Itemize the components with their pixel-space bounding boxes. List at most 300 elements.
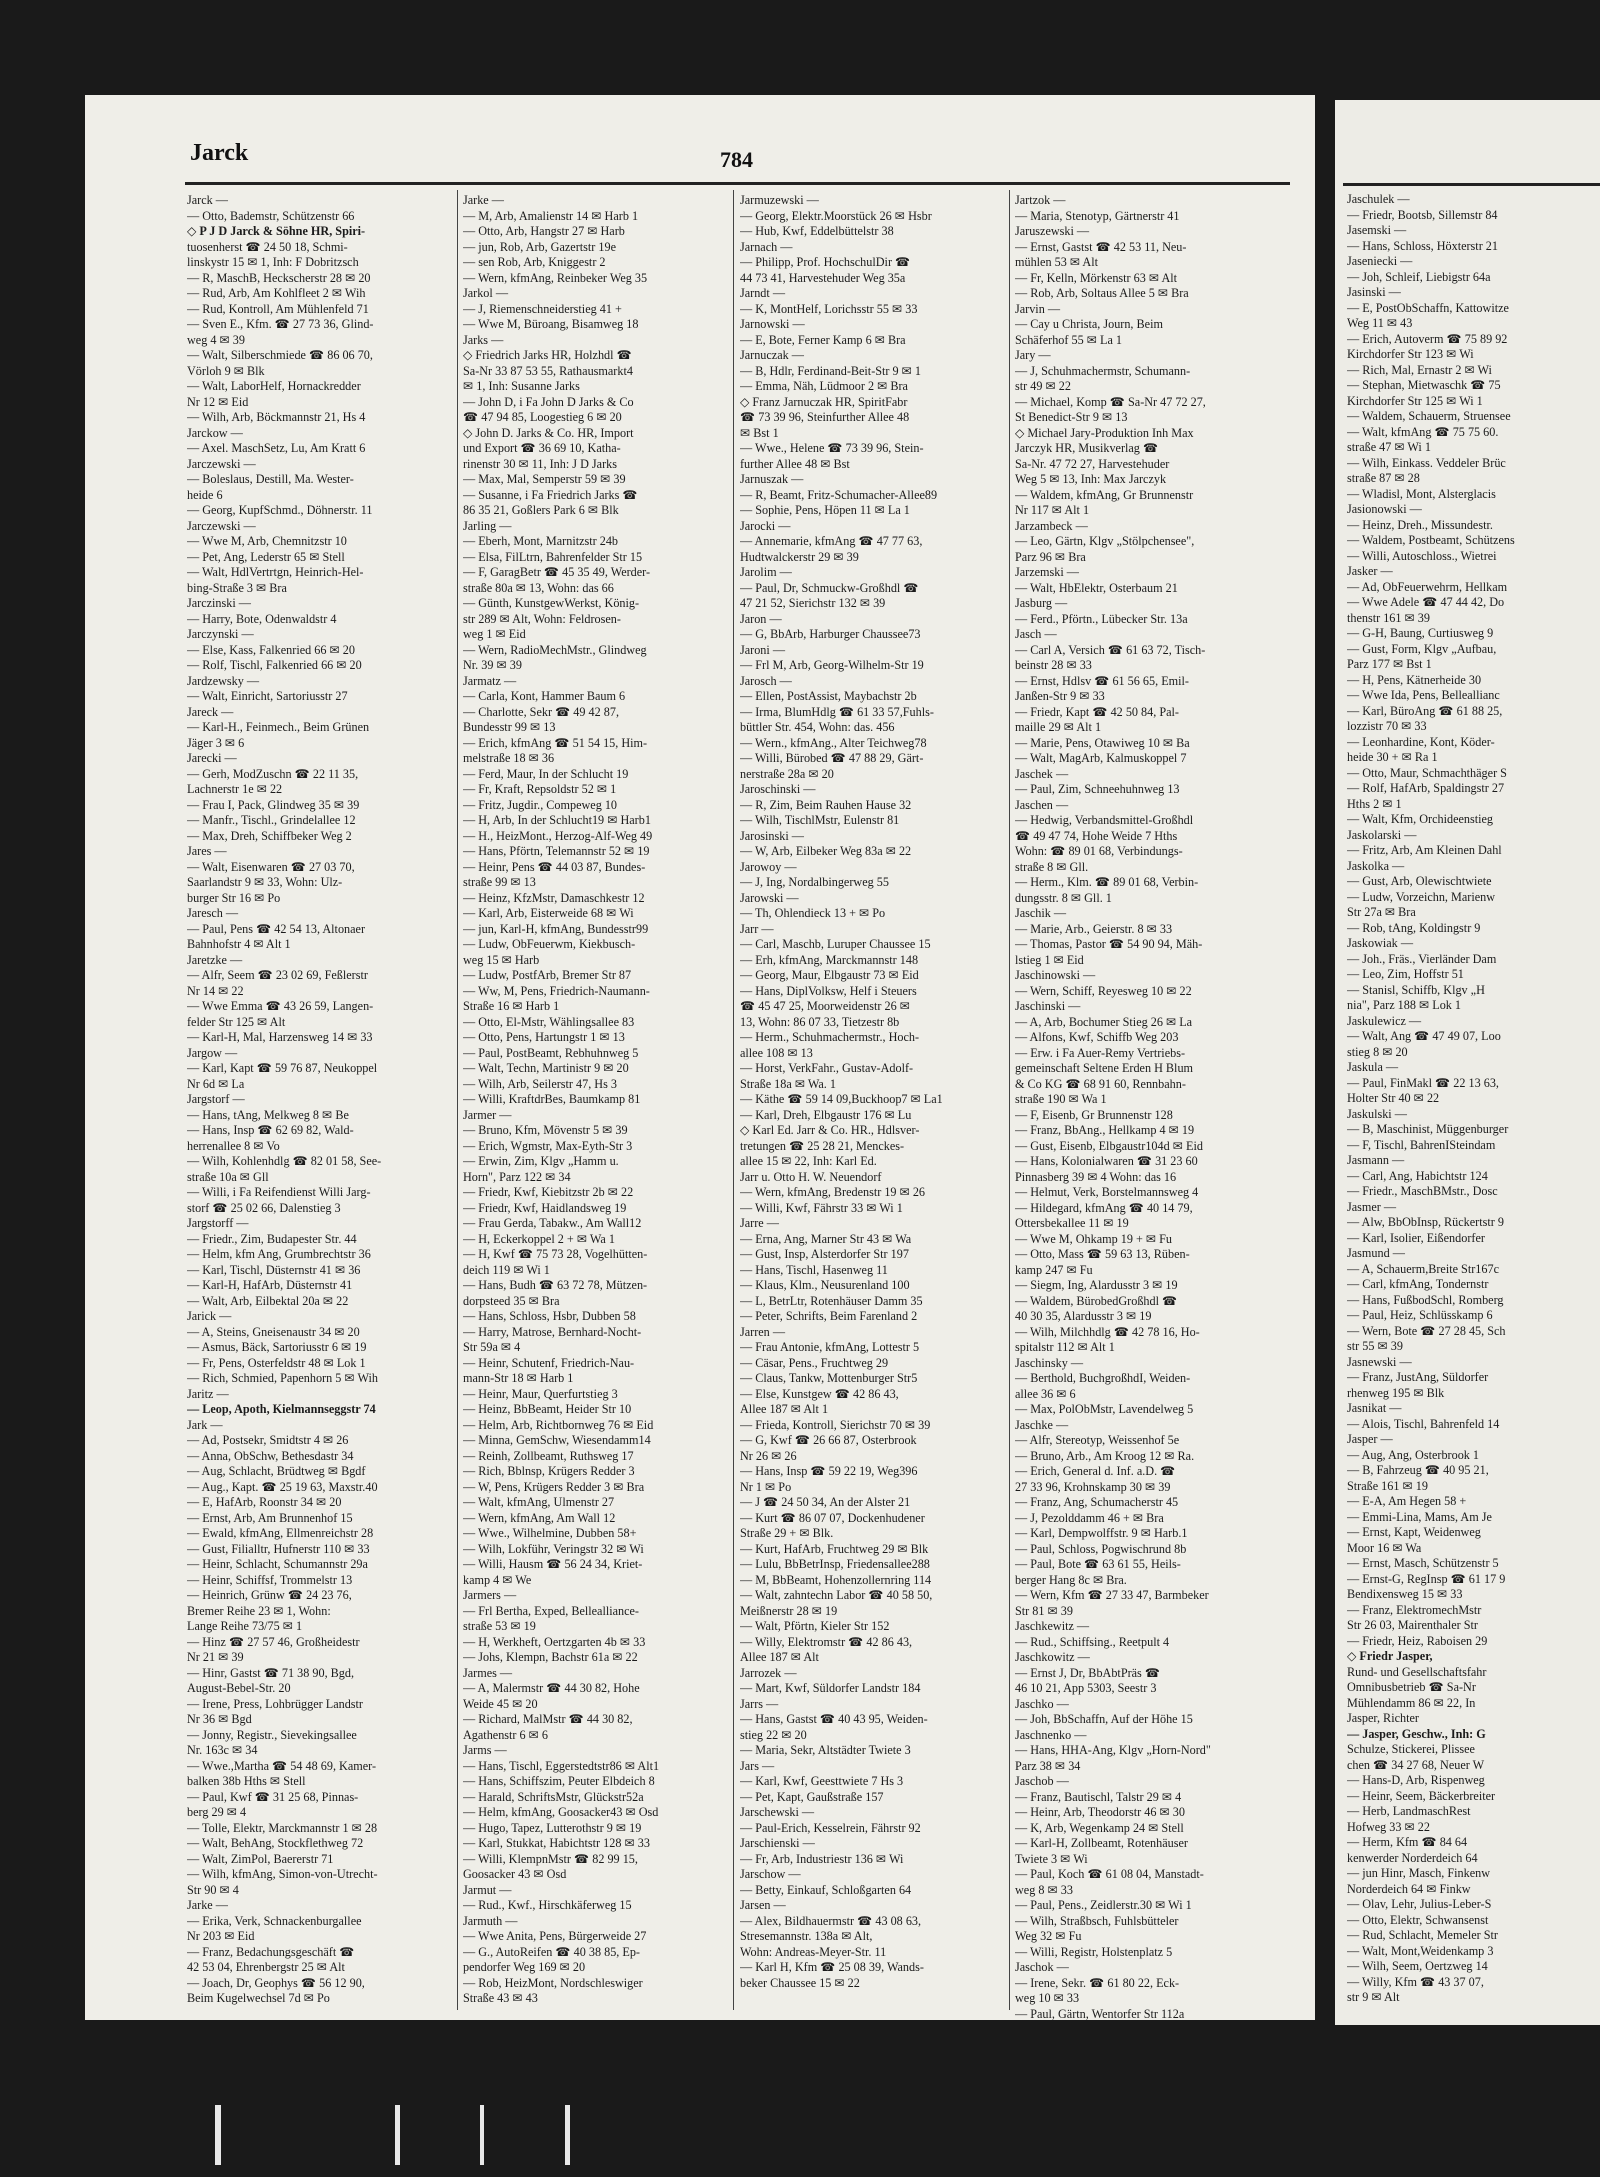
directory-entry: — Paul, Heiz, Schlüsskamp 6 <box>1347 1308 1493 1322</box>
directory-entry: Sa-Nr. 47 72 27, Harvestehuder <box>1015 456 1170 471</box>
directory-entry: — Hinz ☎ 27 57 46, Großheidestr <box>187 1634 360 1649</box>
directory-entry: — Otto, Arb, Hangstr 27 ✉ Harb <box>463 224 625 238</box>
directory-entry: Agathenstr 6 ✉ 6 <box>463 1727 549 1742</box>
directory-entry: — Carl A, Versich ☎ 61 63 72, Tisch- <box>1015 642 1206 657</box>
directory-entry: Pinnasberg 39 ✉ 4 Wohn: das 16 <box>1015 1169 1177 1184</box>
directory-entry: — Gust, Eisenb, Elbgaustr104d ✉ Eid <box>1015 1138 1203 1153</box>
directory-entry: — Rich, Schmied, Papenhorn 5 ✉ Wih <box>187 1371 378 1385</box>
directory-entry: — B, Hdlr, Ferdinand-Beit-Str 9 ✉ 1 <box>740 363 922 378</box>
directory-entry: Jaschok — <box>1015 1960 1069 1974</box>
directory-entry: — Willi, KlempnMstr ☎ 82 99 15, <box>463 1851 638 1866</box>
directory-entry: — Alex, Bildhauermstr ☎ 43 08 63, <box>740 1913 922 1928</box>
directory-entry: — Harald, SchriftsMstr, Glückstr52a <box>463 1789 644 1804</box>
directory-entry: Jargow — <box>187 1045 238 1060</box>
directory-entry: Goosacker 43 ✉ Osd <box>463 1867 567 1881</box>
directory-entry: Jarling — <box>463 518 512 533</box>
directory-entry: — Otto, Maur, Schmachthäger S <box>1347 765 1507 780</box>
directory-entry: Nr 14 ✉ 22 <box>187 983 244 998</box>
header-rule <box>1343 183 1600 186</box>
directory-entry: 42 53 04, Ehrenbergstr 25 ✉ Alt <box>187 1960 345 1974</box>
directory-entry: — jun, Karl-H, kfmAng, Bundesstr99 <box>463 921 649 936</box>
directory-entry: Str 90 ✉ 4 <box>187 1882 239 1897</box>
directory-entry: — Walt, HdlVertrtgn, Heinrich-Hel- <box>187 565 364 579</box>
directory-entry: Jaruszewski — <box>1015 224 1090 238</box>
directory-column-right <box>1347 192 1600 2006</box>
directory-entry: — F, Tischl, BahrenISteindam <box>1347 1137 1496 1152</box>
directory-entry: Jarre — <box>740 1216 779 1230</box>
directory-entry: — Hans, Gastst ☎ 40 43 95, Weiden- <box>740 1712 928 1726</box>
directory-entry: Jaresch — <box>187 906 239 920</box>
film-mark <box>215 2105 221 2165</box>
directory-entry: — Wwe., Wilhelmine, Dubben 58+ <box>463 1526 637 1540</box>
directory-entry: burger Str 16 ✉ Po <box>187 890 281 905</box>
directory-entry: Jarmer — <box>463 1107 512 1122</box>
directory-entry: — Hub, Kwf, Eddelbüttelstr 38 <box>740 224 894 238</box>
directory-entry: Str 81 ✉ 39 <box>1015 1603 1073 1618</box>
directory-entry: — Otto, Elektr, Schwansenst <box>1347 1912 1489 1927</box>
directory-entry: — Hildegard, kfmAng ☎ 40 14 79, <box>1015 1200 1193 1215</box>
directory-entry: — Rud., Kwf., Hirschkäferweg 15 <box>463 1898 632 1912</box>
directory-entry: — Walt, kfmAng, Ulmenstr 27 <box>463 1495 615 1509</box>
directory-entry: — Joh, BbSchaffn, Auf der Höhe 15 <box>1015 1712 1193 1726</box>
directory-entry: Schäferhof 55 ✉ La 1 <box>1015 332 1122 347</box>
directory-entry: — Stephan, Mietwaschk ☎ 75 <box>1347 378 1501 392</box>
directory-entry: Jarvin — <box>1015 301 1061 316</box>
directory-entry: — Rob, Arb, Soltaus Allee 5 ✉ Bra <box>1015 286 1189 300</box>
directory-entry: allee 108 ✉ 13 <box>740 1045 813 1060</box>
directory-entry: — J ☎ 24 50 34, An der Alster 21 <box>740 1495 911 1509</box>
directory-entry: — Hans, Schiffszim, Peuter Elbdeich 8 <box>463 1774 655 1788</box>
directory-entry: — A, Malermstr ☎ 44 30 82, Hohe <box>463 1681 640 1695</box>
directory-entry: — Wwe Anita, Pens, Bürgerweide 27 <box>463 1929 647 1943</box>
directory-entry: Jary — <box>1015 348 1051 362</box>
directory-entry: — Max, Mal, Semperstr 59 ✉ 39 <box>463 472 626 486</box>
directory-entry: — Else, Kunstgew ☎ 42 86 43, <box>740 1386 899 1401</box>
directory-entry: — Anna, ObSchw, Bethesdastr 34 <box>187 1448 354 1463</box>
directory-entry: beker Chaussee 15 ✉ 22 <box>740 1975 860 1990</box>
directory-entry: Jaschnenko — <box>1015 1727 1087 1742</box>
directory-entry: Jarnowski — <box>740 317 805 331</box>
directory-entry: — Helm, kfmAng, Goosacker43 ✉ Osd <box>463 1805 659 1819</box>
directory-entry: 44 73 41, Harvestehuder Weg 35a <box>740 270 906 285</box>
directory-entry: Mühlendamm 86 ✉ 22, In <box>1347 1695 1476 1710</box>
directory-entry: Jarosinski — <box>740 828 804 843</box>
directory-entry: ☎ 49 47 74, Hohe Weide 7 Hths <box>1015 828 1178 843</box>
directory-entry: — Paul, Zim, Schneehuhnweg 13 <box>1015 782 1180 796</box>
directory-entry: — Rob, tAng, Koldingstr 9 <box>1347 920 1481 935</box>
directory-entry: — Claus, Tankw, Mottenburger Str5 <box>740 1371 918 1385</box>
directory-entry: ◇ Friedr Jasper, <box>1347 1649 1433 1663</box>
directory-entry: Jarrozek — <box>740 1665 797 1680</box>
directory-entry: Jaschko — <box>1015 1696 1069 1711</box>
directory-entry: — Manfr., Tischl., Grindelallee 12 <box>187 813 356 827</box>
directory-entry: ☎ 73 39 96, Steinfurther Allee 48 <box>740 410 910 424</box>
directory-entry: Jasburg — <box>1015 596 1068 610</box>
directory-entry: — Hans, FußbodSchl, Romberg <box>1347 1292 1504 1307</box>
directory-entry: — Paul, Dr, Schmuckw-Großhdl ☎ <box>740 580 919 595</box>
directory-entry: Jarolim — <box>740 565 792 579</box>
directory-entry: — A, Steins, Gneisenaustr 34 ✉ 20 <box>187 1324 360 1339</box>
directory-entry: — Erh, kfmAng, Marckmannstr 148 <box>740 952 919 967</box>
directory-entry: Hofweg 33 ✉ 22 <box>1347 1819 1430 1834</box>
directory-entry: — Waldem, Schauerm, Struensee <box>1347 409 1511 423</box>
directory-entry: — Wilh, kfmAng, Simon-von-Utrecht- <box>187 1867 378 1881</box>
directory-entry: — Stanisl, Schiffb, Klgv „H <box>1347 982 1485 997</box>
directory-entry: straße 80a ✉ 13, Wohn: das 66 <box>463 580 614 595</box>
directory-entry: — Irene, Sekr. ☎ 61 80 22, Eck- <box>1015 1975 1180 1990</box>
directory-entry: — Reinh, Zollbeamt, Ruthsweg 17 <box>463 1448 634 1463</box>
directory-entry: — Willi, Autoschloss., Wietrei <box>1347 548 1497 563</box>
directory-entry: — Erich, Wgmstr, Max-Eyth-Str 3 <box>463 1138 633 1153</box>
directory-entry: Straße 18a ✉ Wa. 1 <box>740 1076 836 1091</box>
directory-entry: — Fritz, Jugdir., Compeweg 10 <box>463 797 618 812</box>
directory-entry: — Fr, Arb, Industriestr 136 ✉ Wi <box>740 1851 904 1866</box>
directory-entry: — Wern, kfmAng, Am Wall 12 <box>463 1510 616 1525</box>
directory-entry: — Joh., Fräs., Vierländer Dam <box>1347 951 1497 966</box>
directory-entry: heide 30 + ✉ Ra 1 <box>1347 750 1438 764</box>
directory-entry: weg 10 ✉ 33 <box>1015 1991 1080 2005</box>
directory-entry: Jaschulek — <box>1347 192 1410 206</box>
directory-entry: — Ellen, PostAssist, Maybachstr 2b <box>740 689 917 703</box>
directory-entry: August-Bebel-Str. 20 <box>187 1681 291 1695</box>
directory-entry: — E, HafArb, Roonstr 34 ✉ 20 <box>187 1495 342 1509</box>
directory-entry: Jaroni — <box>740 642 786 657</box>
directory-entry: — Herm, Kfm ☎ 84 64 <box>1347 1835 1468 1849</box>
directory-entry: — Günth, KunstgewWerkst, König- <box>463 596 640 610</box>
directory-entry: — Pet, Kapt, Gaußstraße 157 <box>740 1789 884 1804</box>
directory-entry: Jasnikat — <box>1347 1401 1402 1415</box>
directory-entry: — Charlotte, Sekr ☎ 49 42 87, <box>463 704 619 719</box>
directory-entry: — E, PostObSchaffn, Kattowitze <box>1347 300 1509 315</box>
directory-entry: — Marie, Pens, Otawiweg 10 ✉ Ba <box>1015 735 1190 750</box>
directory-entry: — Wwe M, Ohkamp 19 + ✉ Fu <box>1015 1231 1173 1246</box>
directory-entry: — Walt, Einricht, Sartoriusstr 27 <box>187 689 348 703</box>
film-mark <box>565 2105 570 2165</box>
directory-entry: — J, Pezolddamm 46 + ✉ Bra <box>1015 1510 1164 1525</box>
directory-entry: stieg 22 ✉ 20 <box>740 1727 807 1742</box>
directory-entry: — Bruno, Kfm, Mövenstr 5 ✉ 39 <box>463 1123 628 1137</box>
directory-entry: — R, MaschB, Heckscherstr 28 ✉ 20 <box>187 270 371 285</box>
directory-entry: — R, Zim, Beim Rauhen Hause 32 <box>740 797 912 812</box>
directory-entry: — Heinz, BbBeamt, Heider Str 10 <box>463 1402 632 1416</box>
directory-entry: straße 8 ✉ Gll. <box>1015 859 1089 874</box>
directory-entry: — Walt, Mont,Weidenkamp 3 <box>1347 1943 1494 1958</box>
directory-entry: — Erwin, Zim, Klgv „Hamm u. <box>463 1154 619 1168</box>
directory-entry: chen ☎ 34 27 68, Neuer W <box>1347 1757 1485 1772</box>
directory-entry: Nr 6d ✉ La <box>187 1076 245 1091</box>
directory-entry: — A, Schauerm,Breite Str167c <box>1347 1261 1499 1276</box>
directory-entry: — Karl-H, HafArb, Düsternstr 41 <box>187 1278 353 1292</box>
directory-entry: Twiete 3 ✉ Wi <box>1015 1851 1088 1866</box>
directory-entry: Jaritz — <box>187 1386 229 1401</box>
directory-entry: — Kurt ☎ 86 07 07, Dockenhudener <box>740 1510 925 1525</box>
directory-entry: — Walt, MagArb, Kalmuskoppel 7 <box>1015 751 1187 765</box>
directory-entry: Saarlandstr 9 ✉ 33, Wohn: Ulz- <box>187 875 343 889</box>
directory-entry: Jasper — <box>1347 1432 1393 1446</box>
directory-entry: Parz 177 ✉ Bst 1 <box>1347 657 1432 671</box>
directory-entry: — Aug, Ang, Osterbrook 1 <box>1347 1447 1480 1462</box>
directory-entry: — Walt, Kfm, Orchideenstieg <box>1347 812 1494 826</box>
column-divider <box>457 190 458 2010</box>
directory-entry: — Wladisl, Mont, Alsterglacis <box>1347 486 1496 501</box>
directory-entry: ☎ 47 94 85, Loogestieg 6 ✉ 20 <box>463 410 622 424</box>
directory-entry: — Wilh, Lokführ, Veringstr 32 ✉ Wi <box>463 1541 644 1556</box>
directory-entry: — Max, Dreh, Schiffbeker Weg 2 <box>187 828 352 843</box>
directory-entry: — H, Kwf ☎ 75 73 28, Vogelhütten- <box>463 1247 648 1261</box>
directory-entry: — Walt, Arb, Eilbektal 20a ✉ 22 <box>187 1293 349 1308</box>
directory-entry: Nr. 163c ✉ 34 <box>187 1743 258 1757</box>
directory-entry: — Ewald, kfmAng, Ellmenreichstr 28 <box>187 1526 374 1540</box>
directory-entry: — Frl M, Arb, Georg-Wilhelm-Str 19 <box>740 658 924 672</box>
directory-entry: — Alw, BbObInsp, Rückertstr 9 <box>1347 1215 1504 1229</box>
directory-entry: — Georg, KupfSchmd., Döhnerstr. 11 <box>187 503 373 517</box>
directory-entry: — Annemarie, kfmAng ☎ 47 77 63, <box>740 534 923 548</box>
directory-entry: weg 4 ✉ 39 <box>187 332 245 347</box>
directory-entry: — Hans, Insp ☎ 59 22 19, Weg396 <box>740 1464 918 1478</box>
directory-entry: Jasper, Richter <box>1347 1711 1419 1725</box>
directory-entry: — Karl, Isolier, Eißendorfer <box>1347 1230 1485 1245</box>
directory-entry: Jaschek — <box>1015 766 1069 781</box>
directory-entry: Rund- und Gesellschaftsfahr <box>1347 1664 1487 1679</box>
directory-entry: Allee 187 ✉ Alt 1 <box>740 1402 829 1416</box>
directory-entry: — Jonny, Registr., Sievekingsallee <box>187 1727 357 1742</box>
directory-entry: 27 33 96, Krohnskamp 30 ✉ 39 <box>1015 1479 1171 1494</box>
column-divider <box>1009 190 1010 2010</box>
directory-entry: — Rich, Bblnsp, Krügers Redder 3 <box>463 1464 635 1478</box>
directory-entry: — Wern, Schiff, Reyesweg 10 ✉ 22 <box>1015 983 1192 998</box>
directory-entry: — Wern, Kfm ☎ 27 33 47, Barmbeker <box>1015 1588 1209 1602</box>
directory-entry: — Joach, Dr, Geophys ☎ 56 12 90, <box>187 1975 365 1990</box>
directory-entry: — Paul, FinMakl ☎ 22 13 63, <box>1347 1075 1499 1090</box>
directory-entry: — Leo, Gärtn, Klgv „Stölpchensee", <box>1015 534 1195 548</box>
directory-entry: Jarckow — <box>187 425 243 440</box>
directory-entry: — Friedr, Kwf, Haidlandsweg 19 <box>463 1200 627 1215</box>
directory-entry: — Lulu, BbBetrInsp, Friedensallee288 <box>740 1557 930 1571</box>
directory-entry: — Horst, VerkFahr., Gustav-Adolf- <box>740 1061 914 1075</box>
directory-entry: Hudtwalckerstr 29 ✉ 39 <box>740 549 859 564</box>
directory-entry: Jarmers — <box>463 1588 517 1602</box>
directory-entry: Jarczynski — <box>187 627 254 641</box>
directory-entry: Jarrs — <box>740 1696 779 1711</box>
directory-entry: stieg 8 ✉ 20 <box>1347 1044 1408 1059</box>
directory-entry: thenstr 161 ✉ 39 <box>1347 610 1430 625</box>
directory-entry: weg 1 ✉ Eid <box>463 627 526 641</box>
directory-entry: pendorfer Weg 169 ✉ 20 <box>463 1960 586 1974</box>
directory-entry: — Hans, Schloss, Höxterstr 21 <box>1347 238 1498 253</box>
directory-entry: — Paul-Erich, Kesselrein, Fährstr 92 <box>740 1820 921 1835</box>
directory-entry: kamp 247 ✉ Fu <box>1015 1262 1093 1277</box>
directory-entry: — Käthe ☎ 59 14 09,Buckhoop7 ✉ La1 <box>740 1092 943 1106</box>
directory-entry: — Erich, General d. Inf. a.D. ☎ <box>1015 1464 1176 1478</box>
directory-entry: — Carl, Maschb, Luruper Chaussee 15 <box>740 937 931 951</box>
directory-entry: Jarschow — <box>740 1867 801 1881</box>
directory-entry: 40 30 35, Alardusstr 3 ✉ 19 <box>1015 1309 1152 1323</box>
directory-entry: — Georg, Maur, Elbgaustr 73 ✉ Eid <box>740 968 919 982</box>
directory-entry: Ottersbekallee 11 ✉ 19 <box>1015 1216 1129 1230</box>
directory-entry: — Karl-H, Mal, Harzensweg 14 ✉ 33 <box>187 1030 373 1044</box>
directory-entry: deich 119 ✉ Wi 1 <box>463 1262 550 1277</box>
directory-entry: weg 8 ✉ 33 <box>1015 1882 1073 1897</box>
directory-entry: Jasionowski — <box>1347 502 1422 516</box>
directory-entry: — Elsa, FilLtrn, Bahrenfelder Str 15 <box>463 549 643 564</box>
directory-entry: — Paul, PostBeamt, Rebhuhnweg 5 <box>463 1045 639 1060</box>
directory-entry: — Johs, Klempn, Bachstr 61a ✉ 22 <box>463 1650 638 1664</box>
directory-entry: Jaskula — <box>1347 1060 1399 1074</box>
directory-entry: — Heinr, Schiffsf, Trommelstr 13 <box>187 1572 353 1587</box>
directory-entry: — Heinrich, Grünw ☎ 24 23 76, <box>187 1588 352 1602</box>
directory-entry: — Wern, kfmAng, Reinbeker Weg 35 <box>463 270 648 285</box>
directory-entry: spitalstr 112 ✉ Alt 1 <box>1015 1340 1115 1354</box>
directory-entry: straße 47 ✉ Wi 1 <box>1347 440 1431 454</box>
directory-entry: — Alfons, Kwf, Schiffb Weg 203 <box>1015 1030 1179 1044</box>
directory-entry: — Heinz, Dreh., Missundestr. <box>1347 517 1493 532</box>
directory-entry: — Erna, Ang, Marner Str 43 ✉ Wa <box>740 1231 912 1246</box>
directory-entry: — Berthold, BuchgroßhdI, Weiden- <box>1015 1371 1191 1385</box>
directory-entry: — Willi, Bürobed ☎ 47 88 29, Gärt- <box>740 751 924 765</box>
directory-entry: — E-A, Am Hegen 58 + <box>1347 1494 1467 1508</box>
directory-entry: — Hedwig, Verbandsmittel-Großhdl <box>1015 813 1194 827</box>
directory-entry: — Erika, Verk, Schnackenburgallee <box>187 1913 362 1928</box>
directory-entry: — G, Kwf ☎ 26 66 87, Osterbrook <box>740 1433 917 1447</box>
directory-entry: Jasmer — <box>1347 1199 1397 1214</box>
directory-entry: — Heinr, Arb, Theodorstr 46 ✉ 30 <box>1015 1805 1185 1819</box>
directory-entry: kenwerder Norderdeich 64 <box>1347 1850 1478 1865</box>
directory-entry: Jaschen — <box>1015 797 1069 812</box>
directory-entry: Parz 38 ✉ 34 <box>1015 1758 1081 1773</box>
directory-entry: 86 35 21, Goßlers Park 6 ✉ Blk <box>463 503 619 517</box>
directory-entry: — Fr, Kraft, Repsoldstr 52 ✉ 1 <box>463 782 617 796</box>
directory-entry: — H, Pens, Kätnerheide 30 <box>1347 672 1482 687</box>
directory-entry: Jasemski — <box>1347 223 1407 237</box>
directory-entry: — B, Maschinist, Müggenburger <box>1347 1122 1509 1136</box>
directory-entry: — Joh, Schleif, Liebigstr 64a <box>1347 269 1491 284</box>
directory-entry: Stresemannstr. 138a ✉ Alt, <box>740 1929 873 1943</box>
directory-entry: — Frau I, Pack, Glindweg 35 ✉ 39 <box>187 797 360 812</box>
directory-entry: — Eberh, Mont, Marnitzstr 24b <box>463 534 619 548</box>
directory-entry: Jaron — <box>740 611 782 626</box>
directory-entry: ◇ Friedrich Jarks HR, Holzhdl ☎ <box>463 348 632 362</box>
directory-entry: ✉ Bst 1 <box>740 425 779 440</box>
directory-entry: allee 36 ✉ 6 <box>1015 1386 1076 1401</box>
directory-entry: Hths 2 ✉ 1 <box>1347 796 1402 811</box>
directory-entry: Jaroschinski — <box>740 782 816 796</box>
directory-entry: — Walt, LaborHelf, Hornackredder <box>187 379 361 393</box>
directory-entry: — Walt, Techn, Martinistr 9 ✉ 20 <box>463 1061 629 1075</box>
directory-entry: Jarmuth — <box>463 1913 518 1928</box>
directory-entry: Jargstorff — <box>187 1216 249 1230</box>
directory-entry: ◇ Michael Jary-Produktion Inh Max <box>1015 425 1194 440</box>
directory-entry: — Asmus, Bäck, Sartoriusstr 6 ✉ 19 <box>187 1340 367 1354</box>
directory-entry: — Ernst, Kapt, Weidenweg <box>1347 1525 1481 1539</box>
directory-entry: — Wern., kfmAng., Alter Teichweg78 <box>740 735 927 750</box>
directory-entry: Jarick — <box>187 1309 232 1323</box>
directory-entry: straße 99 ✉ 13 <box>463 875 536 889</box>
directory-entry: — Ad, Postsekr, Smidtstr 4 ✉ 26 <box>187 1433 349 1447</box>
directory-entry: — Franz, BbAng., Hellkamp 4 ✉ 19 <box>1015 1123 1195 1137</box>
directory-entry: — Wilh, Einkass. Veddeler Brüc <box>1347 455 1506 470</box>
directory-entry: — B, Fahrzeug ☎ 40 95 21, <box>1347 1463 1489 1477</box>
directory-entry: — Franz, JustAng, Süldorfer <box>1347 1370 1489 1384</box>
directory-entry: — jun, Rob, Arb, Gazertstr 19e <box>463 239 616 254</box>
directory-entry: — Helm, kfm Ang, Grumbrechtstr 36 <box>187 1247 371 1261</box>
directory-entry: straße 190 ✉ Wa 1 <box>1015 1092 1107 1106</box>
directory-entry: — Otto, Mass ☎ 59 63 13, Rüben- <box>1015 1247 1190 1261</box>
directory-entry: Jaschinsky — <box>1015 1355 1084 1370</box>
directory-entry: — Wern, kfmAng, Bredenstr 19 ✉ 26 <box>740 1185 926 1199</box>
directory-entry: Jaskowiak — <box>1347 936 1414 950</box>
directory-entry: dorpsteed 35 ✉ Bra <box>463 1293 560 1308</box>
directory-entry: further Allee 48 ✉ Bst <box>740 456 850 471</box>
directory-entry: — Thomas, Pastor ☎ 54 90 94, Mäh- <box>1015 937 1203 951</box>
directory-entry: Bendixensweg 15 ✉ 33 <box>1347 1587 1463 1601</box>
directory-entry: Jares — <box>187 844 227 858</box>
directory-entry: Jarzambeck — <box>1015 518 1088 533</box>
directory-entry: — Wwe Emma ☎ 43 26 59, Langen- <box>187 999 374 1013</box>
directory-entry: — Ludw, ObFeuerwm, Kiekbusch- <box>463 937 636 951</box>
directory-entry: — G, BbArb, Harburger Chaussee73 <box>740 627 921 641</box>
directory-entry: Nr. 39 ✉ 39 <box>463 658 522 672</box>
directory-entry: — Walt, Pförtn, Kieler Str 152 <box>740 1619 890 1633</box>
directory-entry: — J, Ing, Nordalbingerweg 55 <box>740 875 889 889</box>
directory-entry: Jarmatz — <box>463 673 517 688</box>
directory-entry: — G., AutoReifen ☎ 40 38 85, Ep- <box>463 1944 640 1959</box>
directory-entry: Parz 96 ✉ Bra <box>1015 549 1086 564</box>
directory-entry: — Karl, Kwf, Geesttwiete 7 Hs 3 <box>740 1774 904 1788</box>
directory-entry: — Willi, Kwf, Fährstr 33 ✉ Wi 1 <box>740 1200 903 1215</box>
directory-entry: Sa-Nr 33 87 53 55, Rathausmarkt4 <box>463 363 633 378</box>
directory-entry: — Gust, Insp, Alsterdorfer Str 197 <box>740 1247 909 1261</box>
directory-entry: — Karl-H, Zollbeamt, Rotenhäuser <box>1015 1836 1188 1850</box>
directory-entry: — Tolle, Elektr, Marckmannstr 1 ✉ 28 <box>187 1820 378 1835</box>
directory-entry: Jarmut — <box>463 1882 512 1897</box>
directory-entry: Jarke — <box>463 193 504 207</box>
directory-entry: — Heinz, KfzMstr, Damaschkestr 12 <box>463 890 645 905</box>
directory-entry: & Co KG ☎ 68 91 60, Rennbahn- <box>1015 1076 1186 1091</box>
directory-entry: Vörloh 9 ✉ Blk <box>187 363 265 378</box>
directory-column-2 <box>463 193 728 2007</box>
directory-entry: Jasmund — <box>1347 1246 1405 1260</box>
directory-entry: — Sven E., Kfm. ☎ 27 73 36, Glind- <box>187 317 374 331</box>
directory-entry: — Hans, Tischl, Eggerstedtstr86 ✉ Alt1 <box>463 1758 660 1773</box>
directory-entry: Jarr — <box>740 921 774 936</box>
directory-entry: Nr 26 ✉ 26 <box>740 1448 797 1463</box>
directory-entry: Jarr u. Otto H. W. Neuendorf <box>740 1169 882 1184</box>
directory-entry: — Minna, GemSchw, Wiesendamm14 <box>463 1433 651 1447</box>
directory-entry: und Export ☎ 36 69 10, Katha- <box>463 441 621 455</box>
directory-entry: Jarmuzewski — <box>740 193 819 207</box>
directory-entry: bing-Straße 3 ✉ Bra <box>187 580 287 595</box>
directory-entry: — Wwe Ida, Pens, Belleallianc <box>1347 688 1500 702</box>
directory-entry: Jasnewski — <box>1347 1354 1412 1369</box>
directory-entry: — Willi, i Fa Reifendienst Willi Jarg- <box>187 1185 371 1199</box>
directory-entry: — Rud, Schlacht, Memeler Str <box>1347 1928 1498 1942</box>
directory-entry: — Wwe M, Büroang, Bisamweg 18 <box>463 317 639 331</box>
directory-entry: Jaschob — <box>1015 1774 1069 1788</box>
directory-entry: — Rob, HeizMont, Nordschleswiger <box>463 1975 643 1990</box>
directory-entry: Jaseniecki — <box>1347 254 1413 268</box>
directory-entry: Nr 21 ✉ 39 <box>187 1650 244 1664</box>
directory-page-left <box>85 95 1315 2020</box>
directory-entry: — G-H, Baung, Curtiusweg 9 <box>1347 626 1494 640</box>
directory-entry: — Ludw, Vorzeichn, Marienw <box>1347 889 1496 904</box>
directory-entry: — Frl Bertha, Exped, Bellealliance- <box>463 1603 639 1618</box>
directory-entry: — Peter, Schrifts, Beim Farenland 2 <box>740 1309 918 1323</box>
directory-entry: — Bruno, Arb., Am Kroog 12 ✉ Ra. <box>1015 1448 1195 1463</box>
directory-entry: Weg 11 ✉ 43 <box>1347 316 1413 330</box>
directory-entry: Straße 161 ✉ 19 <box>1347 1478 1428 1493</box>
directory-entry: — Boleslaus, Destill, Ma. Wester- <box>187 472 354 486</box>
directory-entry: — Herm., Klm. ☎ 89 01 68, Verbin- <box>1015 875 1199 889</box>
